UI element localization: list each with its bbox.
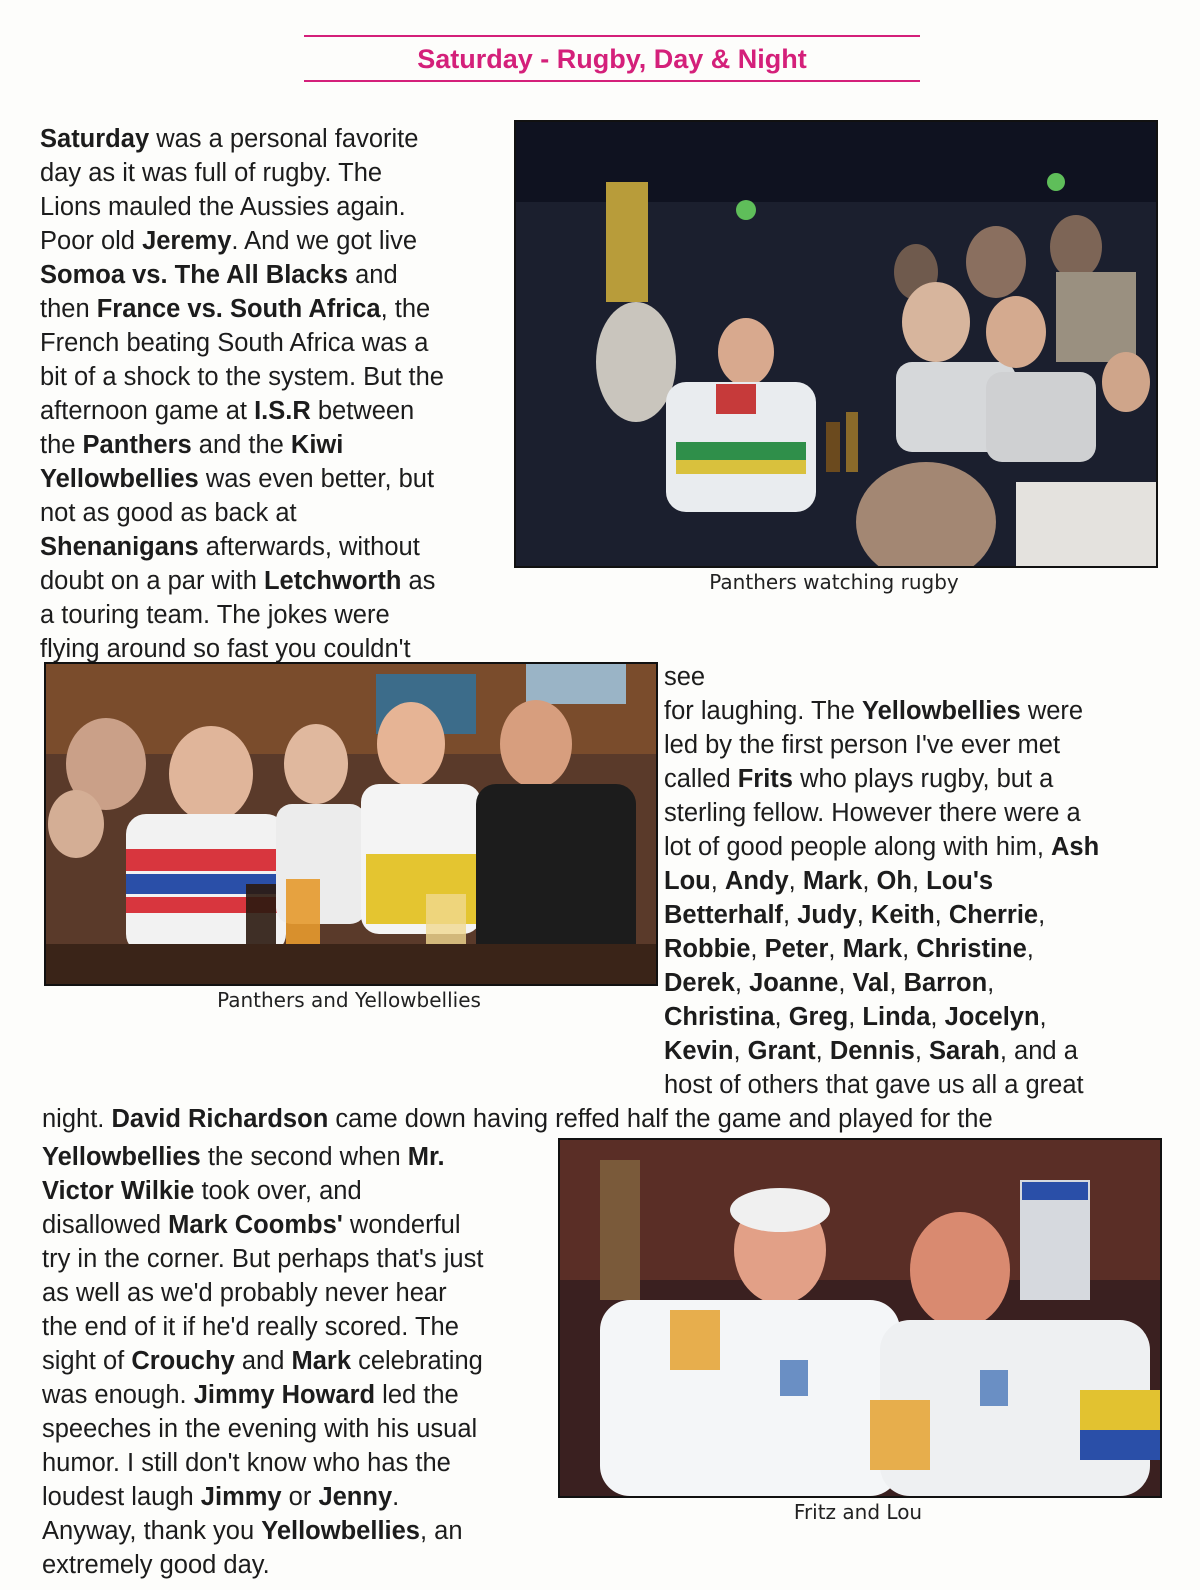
- text-line: sight of Crouchy and Mark celebrating: [42, 1347, 483, 1375]
- text-line: Anyway, thank you Yellowbellies, an: [42, 1517, 463, 1545]
- text-line: French beating South Africa was a: [40, 329, 429, 357]
- text-line: extremely good day.: [42, 1551, 270, 1579]
- photo-scene: [516, 122, 1156, 566]
- text-line: try in the corner. But perhaps that's just: [42, 1245, 484, 1273]
- text-line: Somoa vs. The All Blacks and: [40, 261, 398, 289]
- text-line: called Frits who plays rugby, but a: [664, 765, 1054, 793]
- text-line: host of others that gave us all a great: [664, 1071, 1084, 1099]
- text-line: flying around so fast you couldn't: [40, 635, 411, 663]
- text-line: the Panthers and the Kiwi: [40, 431, 344, 459]
- photo-caption-2: Panthers and Yellowbellies: [217, 988, 481, 1012]
- text-line: then France vs. South Africa, the: [40, 295, 431, 323]
- text-line: Robbie, Peter, Mark, Christine,: [664, 935, 1034, 963]
- article-block-1: [40, 122, 444, 666]
- text-line: Christina, Greg, Linda, Jocelyn,: [664, 1003, 1047, 1031]
- text-line: loudest laugh Jimmy or Jenny.: [42, 1483, 400, 1511]
- photo-scene: [46, 664, 656, 984]
- text-line: Betterhalf, Judy, Keith, Cherrie,: [664, 901, 1046, 929]
- article-block-3: [42, 1102, 993, 1136]
- text-line: humor. I still don't know who has the: [42, 1449, 451, 1477]
- photo-panthers-watching-rugby: [514, 120, 1158, 568]
- article-block-4: [42, 1140, 483, 1582]
- text-line: Yellowbellies the second when Mr.: [42, 1143, 445, 1171]
- text-line: doubt on a par with Letchworth as: [40, 567, 436, 595]
- text-line: night. David Richardson came down having reffed half the game and played for the: [42, 1105, 993, 1133]
- text-line: Poor old Jeremy. And we got live: [40, 227, 418, 255]
- text-line: speeches in the evening with his usual: [42, 1415, 478, 1443]
- text-line: as well as we'd probably never hear: [42, 1279, 447, 1307]
- text-line: day as it was full of rugby. The: [40, 159, 383, 187]
- photo-fritz-and-lou: [558, 1138, 1162, 1498]
- photo-panthers-and-yellowbellies: [44, 662, 658, 986]
- text-line: was enough. Jimmy Howard led the: [42, 1381, 459, 1409]
- photo-caption-1: Panthers watching rugby: [709, 570, 959, 594]
- text-line: see: [664, 663, 706, 691]
- text-line: the end of it if he'd really scored. The: [42, 1313, 459, 1341]
- text-line: a touring team. The jokes were: [40, 601, 390, 629]
- photo-caption-3: Fritz and Lou: [793, 1500, 923, 1524]
- text-line: sterling fellow. However there were a: [664, 799, 1081, 827]
- header-rule-top: [304, 35, 920, 37]
- text-line: Victor Wilkie took over, and: [42, 1177, 362, 1205]
- text-line: Lions mauled the Aussies again.: [40, 193, 406, 221]
- article-block-2: [664, 660, 1099, 1102]
- page-title: Saturday - Rugby, Day & Night: [417, 44, 807, 74]
- text-line: lot of good people along with him, Ash: [664, 833, 1100, 861]
- text-line: Derek, Joanne, Val, Barron,: [664, 969, 995, 997]
- text-line: Shenanigans afterwards, without: [40, 533, 420, 561]
- text-line: not as good as back at: [40, 499, 297, 527]
- text-line: led by the first person I've ever met: [664, 731, 1061, 759]
- text-line: disallowed Mark Coombs' wonderful: [42, 1211, 461, 1239]
- text-line: bit of a shock to the system. But the: [40, 363, 444, 391]
- text-line: Saturday was a personal favorite: [40, 125, 419, 153]
- photo-scene: [560, 1140, 1160, 1496]
- text-line: Lou, Andy, Mark, Oh, Lou's: [664, 867, 994, 895]
- text-line: afternoon game at I.S.R between: [40, 397, 415, 425]
- text-line: Yellowbellies was even better, but: [40, 465, 435, 493]
- text-line: for laughing. The Yellowbellies were: [664, 697, 1084, 725]
- text-line: Kevin, Grant, Dennis, Sarah, and a: [664, 1037, 1078, 1065]
- header-rule-bottom: [304, 80, 920, 82]
